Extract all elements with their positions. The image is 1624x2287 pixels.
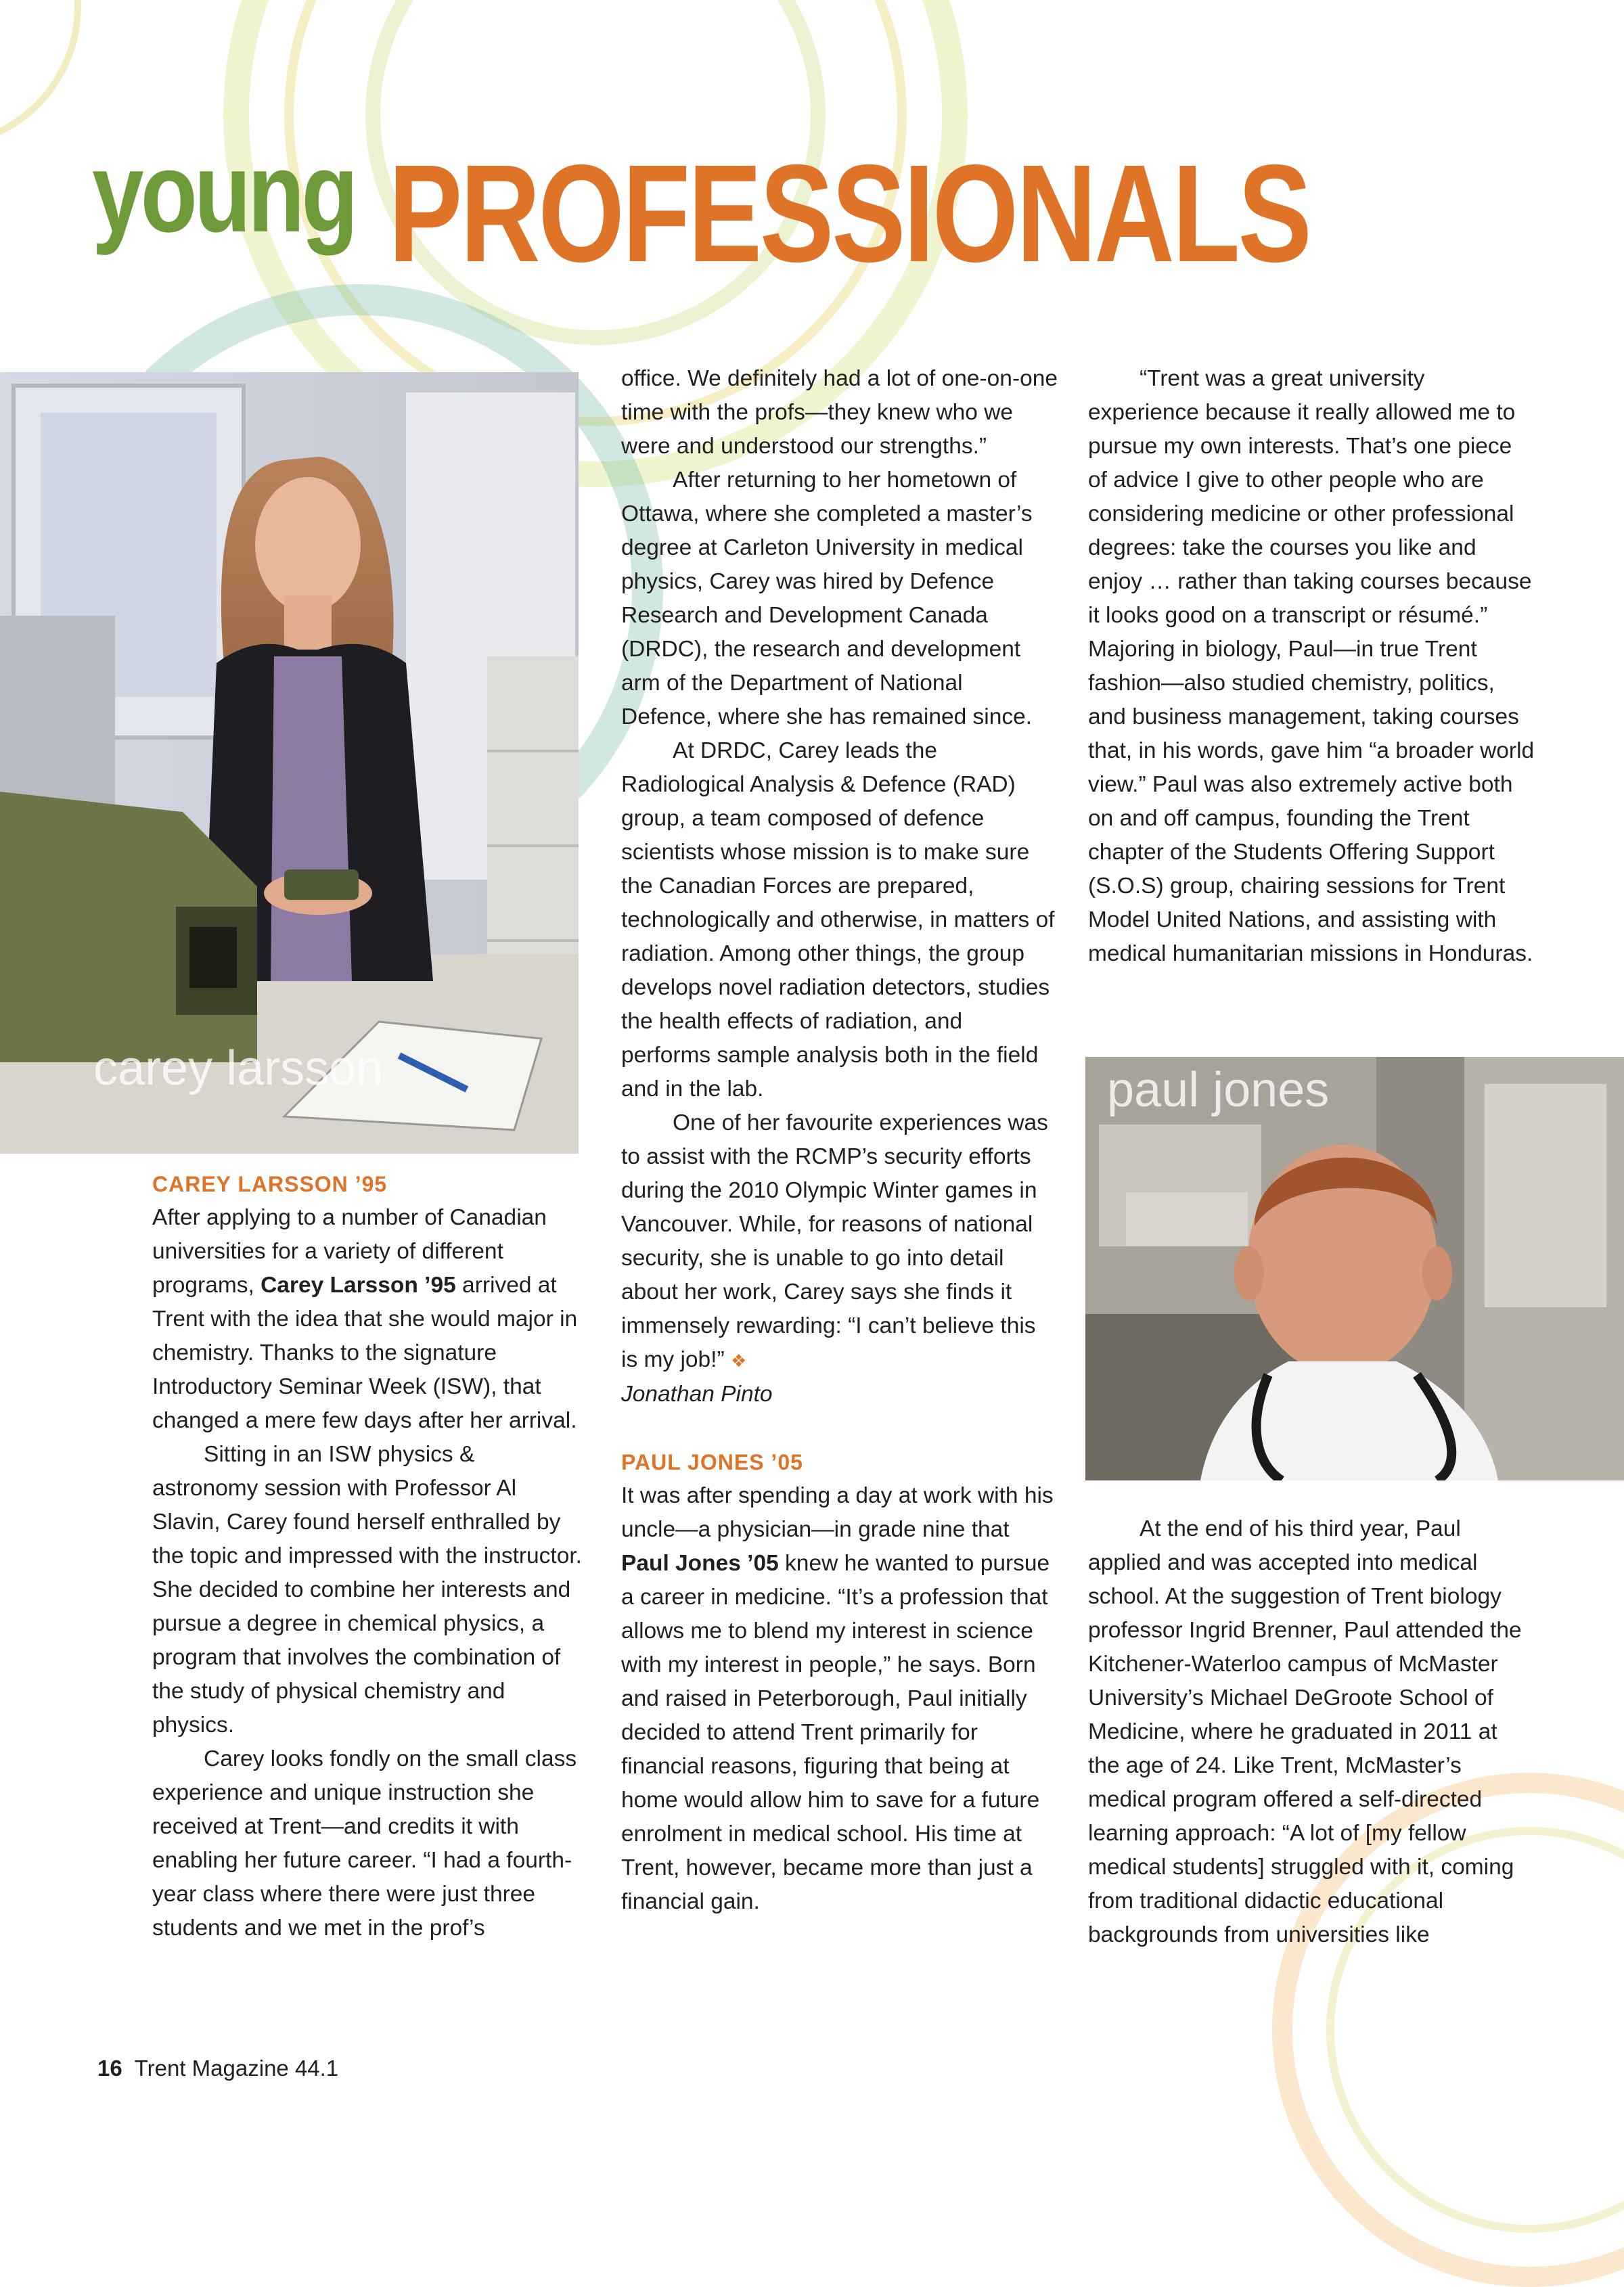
carey-paragraph-5: After returning to her hometown of Ottawa, where she completed a master’s degree at Carleton University in medical physics, Carey was hired by Defence Research and Development Canada (DRDC), the research and development arm of the Department of National Defence, where she has remained since. [621, 468, 1033, 729]
publication-name: Trent Magazine 44.1 [134, 2056, 339, 2081]
page-title [92, 114, 1541, 291]
page-footer [97, 2056, 338, 2081]
carey-larsson-photo [0, 372, 579, 1154]
title-young: young [92, 129, 355, 256]
column-3-bottom [1088, 1512, 1535, 1952]
column-3-top [1088, 362, 1535, 971]
paul-p1-text-end: knew he wanted to pursue a career in medicine. “It’s a profession that allows me to blend my interest in science with my interest in people,” he says. Born and raised in Peterborough, Paul initially decided to attend Trent primarily for financial reasons, figuring that being at home would allow him to save for a future enrolment in medical school. His time at Trent, however, became more than just a financial gain. [621, 1551, 1050, 1914]
paul-p1-text: It was after spending a day at work with his uncle—a physician—in grade nine that [621, 1483, 1054, 1542]
page-number: 16 [97, 2056, 122, 2081]
paul-paragraph-3: At the end of his third year, Paul applied and was accepted into medical school. At the suggestion of Trent biology professor Ingrid Brenner, Paul attended the Kitchener-Waterloo campus of McMaster University’s Michael DeGroote School of Medicine, where he graduated in 2011 at the age of 24. Like Trent, McMaster’s medical program offered a self-directed learning approach: “A lot of [my fellow medical students] struggled with it, coming from traditional didactic educational backgrounds from universities like [1088, 1516, 1522, 1947]
column-1 [152, 1167, 585, 1945]
decorative-swirl [0, 0, 81, 149]
paul-jones-photo [1085, 1057, 1624, 1480]
carey-p1-text-end: arrived at Trent with the idea that she would major in chemistry. Thanks to the signature Introductory Seminar Week (ISW), that changed a mere few days after her arrival. [152, 1273, 578, 1433]
paul-photo-caption: paul jones [1107, 1063, 1330, 1117]
carey-paragraph-3: Carey looks fondly on the small class experience and unique instruction she received at Trent—and credits it with enabling her future career. “I had a fourth-year class where there were just three students and we met in the prof’s [152, 1746, 577, 1941]
spacer [621, 1411, 1058, 1445]
paul-name-bold: Paul Jones ’05 [621, 1551, 779, 1576]
carey-paragraph-2: Sitting in an ISW physics & astronomy session with Professor Al Slavin, Carey found herself enthralled by the topic and impressed with the instructor. She decided to combine her interests and pursue a degree in chemical physics, a program that involves the combination of the study of physical chemistry and physics. [152, 1442, 582, 1738]
paul-paragraph-2: “Trent was a great university experience because it really allowed me to pursue my own interests. That’s one piece of advice I give to other people who are considering medicine or other professional degrees: take the courses you like and enjoy … rather than taking courses because it looks good on a transcript or résumé.” Majoring in biology, Paul—in true Trent fashion—also studied chemistry, politics, and business management, taking courses that, in his words, gave him “a broader world view.” Paul was also extremely active both on and off campus, founding the Trent chapter of the Students Offering Support (S.O.S) group, chairing sessions for Trent Model United Nations, and assisting with medical humanitarian missions in Honduras. [1088, 366, 1535, 966]
carey-name-bold: Carey Larsson ’95 [261, 1273, 456, 1298]
column-2 [621, 362, 1058, 1919]
carey-paragraph-7 [621, 1106, 1058, 1378]
carey-paragraph-6: At DRDC, Carey leads the Radiological Analysis & Defence (RAD) group, a team composed of defence scientists whose mission is to make sure the Canadian Forces are prepared, technologically and otherwise, in matters of radiation. Among other things, the group develops novel radiation detectors, studies the health effects of radiation, and performs sample analysis both in the field and in the lab. [621, 738, 1055, 1102]
carey-paragraph-4: office. We definitely had a lot of one-on-one time with the profs—they knew who we were and understood our strengths.” [621, 366, 1058, 459]
end-of-article-icon: ❖ [730, 1351, 747, 1371]
author-signature: Jonathan Pinto [621, 1382, 773, 1407]
clinic-scene-image [1085, 1057, 1624, 1480]
carey-heading: CAREY LARSSON ’95 [152, 1172, 388, 1196]
lab-scene-image [0, 372, 579, 1154]
paul-paragraph-1 [621, 1479, 1058, 1919]
paul-heading: PAUL JONES ’05 [621, 1450, 803, 1474]
carey-p7-text: One of her favourite experiences was to assist with the RCMP’s security efforts during the 2010 Olympic Winter games in Vancouver. While, for reasons of national security, she is unable to go into detail about her work, Carey says she finds it immensely rewarding: “I can’t believe this is my job!” [621, 1110, 1048, 1372]
carey-p1-text: After applying to a number of Canadian universities for a variety of different programs, [152, 1205, 547, 1298]
carey-photo-caption: carey larsson [93, 1041, 384, 1095]
carey-paragraph-1 [152, 1201, 585, 1438]
title-professionals: PROFESSIONALS [388, 136, 1311, 291]
